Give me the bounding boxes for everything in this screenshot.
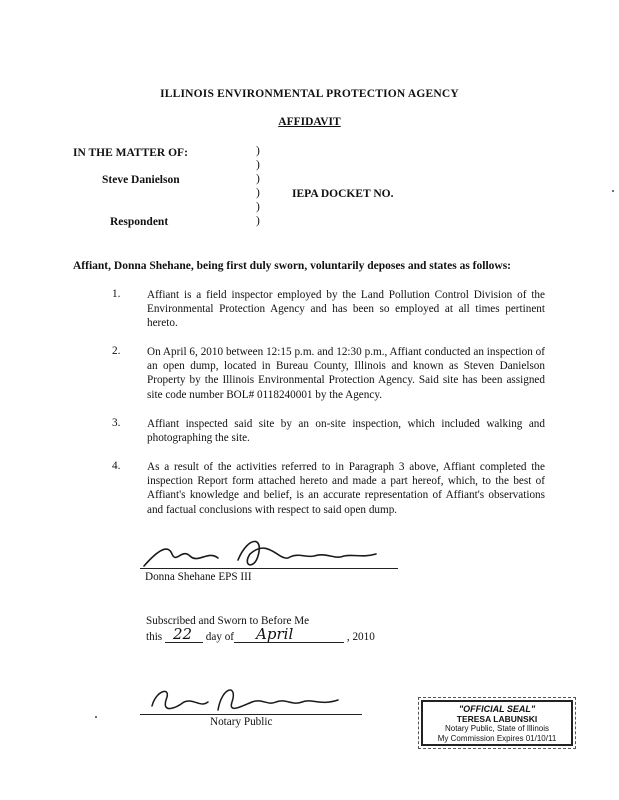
party-name: Steve Danielson — [102, 174, 180, 186]
caption-paren: ) — [256, 159, 260, 171]
notary-signature — [142, 680, 352, 718]
signature-stroke — [144, 541, 376, 566]
scan-speck — [95, 716, 97, 718]
paragraph-text: Affiant is a field inspector employed by the Land Pollution Control Division of the Environmental Protection Agency and has been so employed at all times pertinent hereto. — [147, 289, 545, 330]
affiant-signature — [138, 530, 388, 576]
docket-label: IEPA DOCKET NO. — [292, 188, 394, 200]
day-blank — [165, 625, 203, 643]
caption-paren: ) — [256, 187, 260, 199]
jurat-this: this — [146, 631, 163, 643]
day-value: 22 — [172, 625, 193, 643]
document-title: AFFIDAVIT — [278, 116, 341, 128]
scan-speck — [612, 190, 614, 192]
seal-state: Notary Public, State of Illinois — [444, 724, 550, 733]
official-seal — [421, 700, 573, 746]
jurat-day-of: day of — [205, 631, 235, 643]
caption-paren: ) — [256, 201, 260, 213]
signature-text: Donna Shehane — [228, 570, 237, 571]
jurat-line: Subscribed and Sworn to Before Me — [146, 615, 310, 627]
seal-title: "OFFICIAL SEAL" — [458, 704, 536, 714]
paragraph-text: On April 6, 2010 between 12:15 p.m. and 12:30 p.m., Affiant conducted an inspection of an open dump, located in Bureau County, Illinois and known as Steven Danielson Property by the Illinois Environmental Protection Agency. Said site has been assigned site code number BOL# 0118240001 by the Agency. — [147, 346, 545, 401]
month-value: April — [256, 625, 294, 643]
seal-expiry: My Commission Expires 01/10/11 — [437, 734, 557, 743]
signature-text: Teresa Labunski — [202, 710, 209, 711]
paragraph-number: 3. — [112, 417, 121, 429]
paragraph-text: Affiant inspected said site by an on-site inspection, which included walking and photographing the site. — [147, 418, 545, 445]
month-blank — [234, 625, 344, 643]
affiant-printed-name: Donna Shehane EPS III — [145, 571, 252, 583]
caption-paren: ) — [256, 173, 260, 185]
paragraph-number: 1. — [112, 288, 121, 300]
caption-paren: ) — [256, 145, 260, 157]
caption-paren: ) — [256, 215, 260, 227]
signature-line — [140, 568, 398, 569]
agency-heading: ILLINOIS ENVIRONMENTAL PROTECTION AGENCY — [160, 88, 459, 100]
notary-label: Notary Public — [210, 716, 273, 728]
paragraph-number: 2. — [112, 345, 121, 357]
jurat-year: , 2010 — [346, 631, 375, 643]
matter-label: IN THE MATTER OF: — [73, 147, 188, 159]
paragraph-text: As a result of the activities referred to in Paragraph 3 above, Affiant completed the inspection Report form attached hereto and made a part hereof, which, to the best of Affiant's knowledge and belief, is an accurate representation of Affiant's observations and factual conclusions with respect to said open dump. — [147, 461, 545, 516]
paragraph-number: 4. — [112, 460, 121, 472]
notary-signature-line — [140, 714, 362, 715]
respondent-label: Respondent — [110, 216, 169, 228]
intro-statement: Affiant, Donna Shehane, being first duly sworn, voluntarily deposes and states as follows: — [73, 260, 512, 272]
signature-stroke — [152, 690, 338, 710]
seal-name: TERESA LABUNSKI — [456, 714, 538, 724]
jurat-date-line — [146, 625, 375, 643]
